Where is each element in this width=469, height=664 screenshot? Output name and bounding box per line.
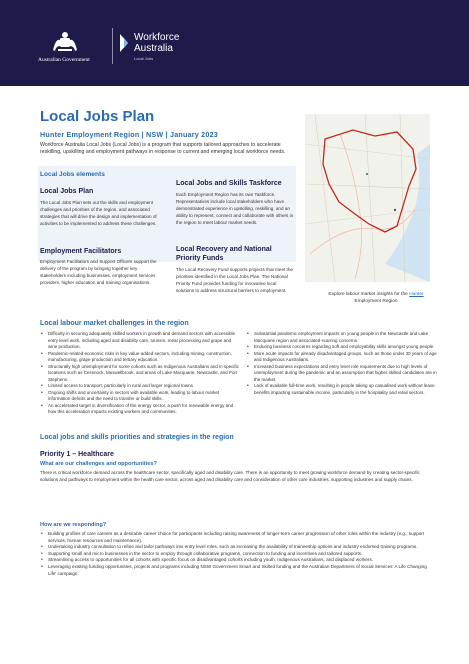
challenges-question: What are our challenges and opportunities? <box>40 461 157 467</box>
map-caption-text: Explore labour market insights for the <box>328 292 408 297</box>
list-item: • Pandemic-related economic risks in key value-added sectors, including mining, construction, manufacturing, grape production and tertiary education. <box>40 351 240 364</box>
hunter-region-link[interactable]: Hunter <box>409 292 424 297</box>
list-item: • Limited access to transport, particularly in rural and larger regional towns. <box>40 383 240 390</box>
plan-heading: Local Jobs Plan <box>40 188 94 195</box>
priority-paragraph: There is critical workforce demand across the healthcare sector, specifically aged and disability care. There is an opportunity to meet growing workforce demand by creating sector-specific solutions and pathways to employment within the health care sector, across aged and disability care and consideration of other care industries, supporting industries and supply chains. <box>40 470 420 482</box>
priority-title: Priority 1 – Healthcare <box>40 451 114 458</box>
taskforce-text: Each Employment Region has its own Taskforce. Representatives include local stakeholders who have demonstrated experience in upskilling, reskilling, and an ability to represent, connect and collaborate with others in the region to meet labour market needs. <box>176 192 294 225</box>
priorities-heading: Local jobs and skills priorities and strategies in the region <box>40 434 234 441</box>
list-item: • An accelerated target in diversification of the energy sector, a push for renewable energy and how this acceleration impacts existing workers and communities. <box>40 403 240 416</box>
challenges-heading: Local labour market challenges in the region <box>40 320 189 327</box>
challenges-left-list <box>40 331 240 416</box>
map-caption-suffix: Employment Region <box>354 298 398 304</box>
list-item: • Substantial pandemic employment impacts on young people in the Newcastle and Lake Macquarie region and associated scarring concerns. <box>246 331 442 344</box>
funds-heading: Local Recovery and National Priority Funds <box>176 246 272 262</box>
list-item: • Undertaking industry consultation to refine and tailor pathways into entry level roles, such as increasing the availability of traineeship options and industry endorsed training programs. <box>40 544 435 551</box>
list-item: • Building profiles of care careers as a desirable career choice for participants including raising awareness of longer-term career progression of other roles within the industry (e.g., support services, human resources and maintenance). <box>40 531 435 544</box>
page-title: Local Jobs Plan <box>40 108 155 125</box>
workforce-australia-logo-icon <box>118 32 130 54</box>
region-map <box>305 114 430 282</box>
list-item: • Difficulty in securing adequately skilled workers in growth and demand sectors with accessible entry level work, including aged and disability care, tourism, meat processing and grape and wine production. <box>40 331 240 351</box>
list-item: • Streamlining access to opportunities for all cohorts with specific focus on disadvantaged cohorts including youth, Indigenous Australians, and displaced workers. <box>40 557 435 564</box>
header-divider <box>112 28 113 64</box>
facilitators-heading: Employment Facilitators <box>40 248 122 255</box>
taskforce-heading: Local Jobs and Skills Taskforce <box>176 180 282 187</box>
map-caption <box>320 292 432 305</box>
plan-text: The Local Jobs Plan sets out the skills and employment challenges and priorities of the region, and associated strategies that will drive the design and implementation of activities to be implemented to address these challenges. <box>40 200 157 226</box>
facilitators-text: Employment Facilitators and Support Officers support the delivery of the program by bringing together key stakeholders including businesses, employment services providers, higher education and training organisations. <box>40 259 157 285</box>
page-header <box>0 0 469 86</box>
coat-of-arms-icon <box>50 30 80 54</box>
intro-paragraph: Workforce Australia Local Jobs (Local Jobs) is a program that supports tailored approaches to accelerate reskilling, upskilling and employment pathways in response to current and emerging local workforce needs. <box>40 142 286 156</box>
response-question: How are we responding? <box>40 522 107 528</box>
brand-subtitle: Local Jobs <box>134 56 154 61</box>
list-item: • Lack of available full-time work, resulting in people taking up casualised work without leave benefits impacting sustainable income, particularly in the hospitality and retail sectors. <box>246 383 442 396</box>
brand-line-1: Workforce <box>134 32 180 43</box>
funds-text: The Local Recovery Fund supports projects that meet the priorities identified in the Local Jobs Plan. The National Priority Fund provides funding for innovative local solutions to address structural barriers to employment. <box>176 267 293 293</box>
list-item: • Leveraging existing funding opportunities, projects and programs including NSW Government Smart and Skilled funding and the Australian Department of Social Services' A Life Changing Life' campaign. <box>40 564 435 577</box>
brand-line-2: Australia <box>134 43 173 54</box>
list-item: • Supporting small and micro businesses in the sector to employ through collaborative programs, connection to funding and incentives and tailored supports. <box>40 551 435 558</box>
list-item: • Ongoing shifts and uncertainty in sectors with available work, leading to labour market information deficits and the need to transfer or build skills. <box>40 390 240 403</box>
list-item: • Enduring business concerns regarding soft and employability skills amongst young people. <box>246 344 442 351</box>
page-subtitle: Hunter Employment Region | NSW | January 2023 <box>40 130 218 139</box>
government-name: Australian Government <box>38 57 90 63</box>
responses-list <box>40 531 435 577</box>
list-item: • More acute impacts for already disadvantaged groups, such as those under 30 years of age and Indigenous Australians. <box>246 351 442 364</box>
list-item: • Structurally high unemployment for some cohorts such as Indigenous Australians and in specific locations such as Cessnock, Muswellbrook, and areas of Lake Macquarie, Newcastle, and Port Stephens. <box>40 364 240 384</box>
challenges-right-list <box>246 331 442 396</box>
list-item: • Increased business expectations and entry level role requirements due to high levels of unemployment during the pandemic and an assumption that higher skilled candidates are in the market. <box>246 364 442 384</box>
elements-heading: Local Jobs elements <box>40 171 105 178</box>
